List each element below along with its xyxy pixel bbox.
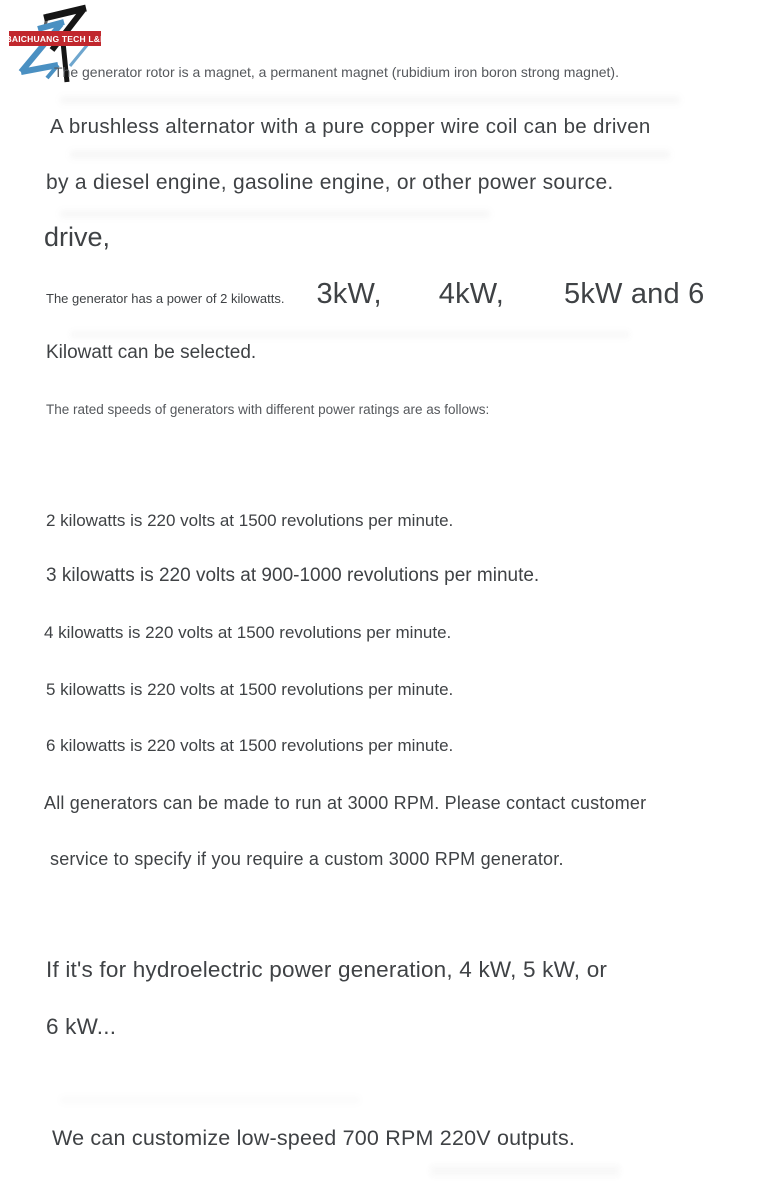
speed-spec-2kw: 2 kilowatts is 220 volts at 1500 revolutions per minute. <box>46 511 454 530</box>
hydroelectric-text-line1: If it's for hydroelectric power generation, 4 kW, 5 kW, or <box>46 957 608 982</box>
power-rating-small-text: The generator has a power of 2 kilowatts. <box>46 291 285 306</box>
speed-spec-6kw: 6 kilowatts is 220 volts at 1500 revolutions per minute. <box>46 736 454 755</box>
custom-output-text: We can customize low-speed 700 RPM 220V outputs. <box>52 1126 576 1150</box>
kilowatt-selectable-text: Kilowatt can be selected. <box>46 342 257 363</box>
speed-spec-4kw: 4 kilowatts is 220 volts at 1500 revolutions per minute. <box>44 623 452 642</box>
translation-ghost-artifact <box>70 330 630 339</box>
drive-word-text: drive, <box>44 222 111 252</box>
translation-ghost-artifact <box>70 150 670 159</box>
speed-spec-3kw: 3 kilowatts is 220 volts at 900-1000 revolutions per minute. <box>46 565 540 586</box>
translation-ghost-artifact <box>60 1096 360 1104</box>
rated-speeds-intro-text: The rated speeds of generators with different power ratings are as follows: <box>46 402 490 417</box>
power-option-5kw-6: 5kW and 6 <box>564 278 705 310</box>
alternator-text-line1: A brushless alternator with a pure copper wire coil can be driven <box>50 115 651 138</box>
translation-ghost-artifact <box>60 210 490 218</box>
translation-ghost-artifact <box>60 96 680 104</box>
brand-banner-label: BAICHUANG TECH L&K <box>5 33 107 44</box>
rpm-notice-line1: All generators can be made to run at 3000 RPM. Please contact customer <box>44 793 647 813</box>
hydroelectric-text-line2: 6 kW... <box>46 1014 117 1039</box>
power-options-line <box>46 278 704 311</box>
translation-ghost-artifact <box>430 1165 620 1177</box>
power-option-3kw: 3kW, <box>316 278 382 310</box>
rpm-notice-line2: service to specify if you require a custom 3000 RPM generator. <box>50 849 564 869</box>
rotor-description-text: The generator rotor is a magnet, a permanent magnet (rubidium iron boron strong magnet). <box>54 64 619 80</box>
power-option-4kw: 4kW, <box>438 278 504 310</box>
alternator-text-line2: by a diesel engine, gasoline engine, or other power source. <box>46 171 614 194</box>
brand-banner <box>5 31 107 46</box>
speed-spec-5kw: 5 kilowatts is 220 volts at 1500 revolutions per minute. <box>46 680 454 699</box>
